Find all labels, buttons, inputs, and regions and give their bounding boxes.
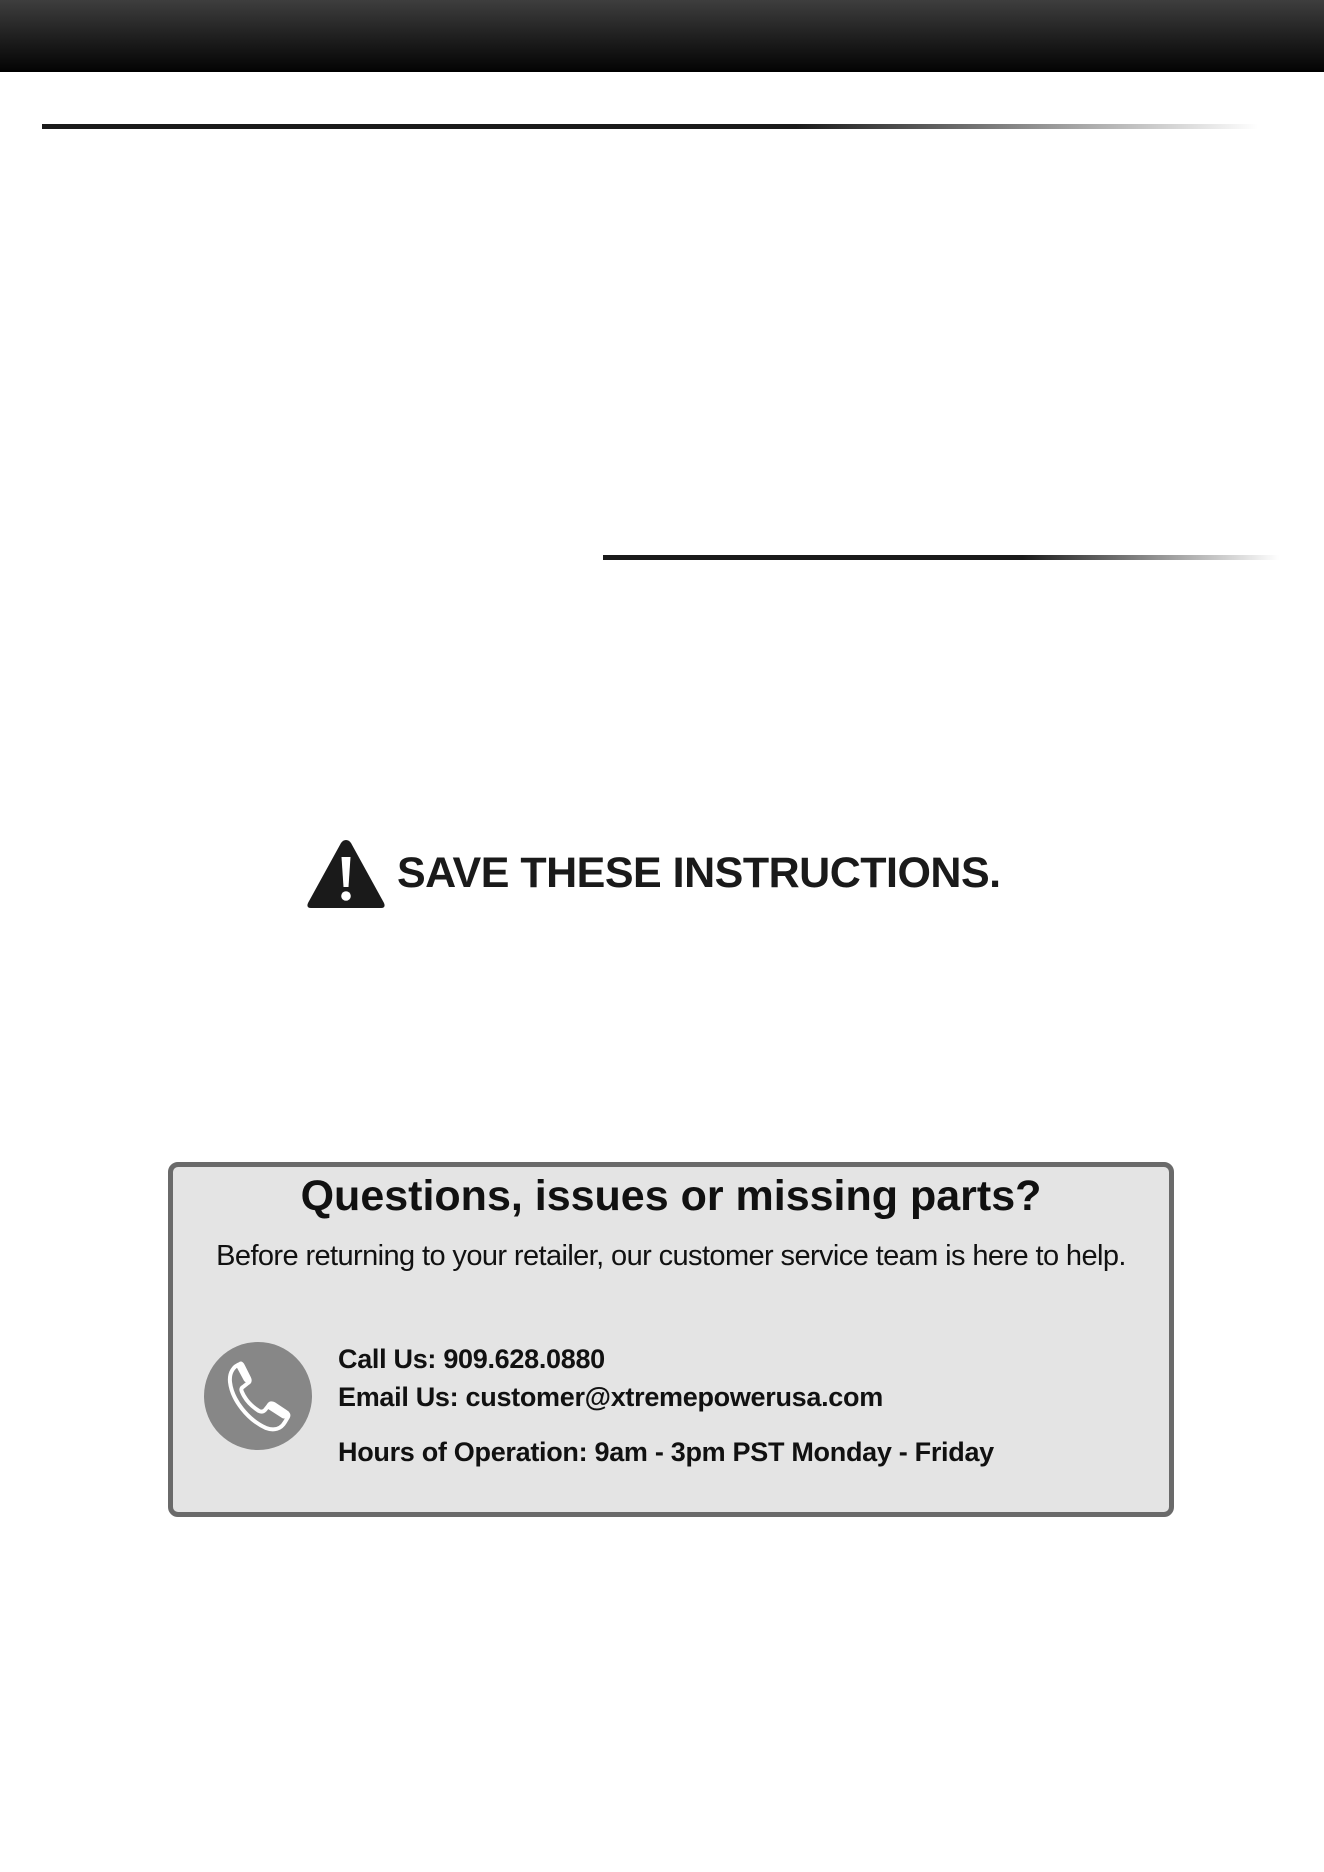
section-divider bbox=[42, 124, 1258, 129]
warning-triangle-icon bbox=[305, 837, 387, 911]
phone-icon bbox=[204, 1342, 312, 1450]
support-phone: Call Us: 909.628.0880 bbox=[338, 1344, 605, 1374]
support-hours: Hours of Operation: 9am - 3pm PST Monday - Friday bbox=[338, 1437, 994, 1467]
save-instructions-text: SAVE THESE INSTRUCTIONS. bbox=[397, 849, 1001, 897]
save-instructions-notice bbox=[305, 837, 1025, 911]
section-divider bbox=[603, 555, 1279, 560]
header-bar bbox=[0, 0, 1324, 72]
support-email: Email Us: customer@xtremepowerusa.com bbox=[338, 1382, 883, 1412]
support-title: Questions, issues or missing parts? bbox=[300, 1172, 1042, 1220]
customer-support-box bbox=[168, 1162, 1174, 1517]
support-subtitle: Before returning to your retailer, our customer service team is here to help. bbox=[216, 1240, 1126, 1272]
